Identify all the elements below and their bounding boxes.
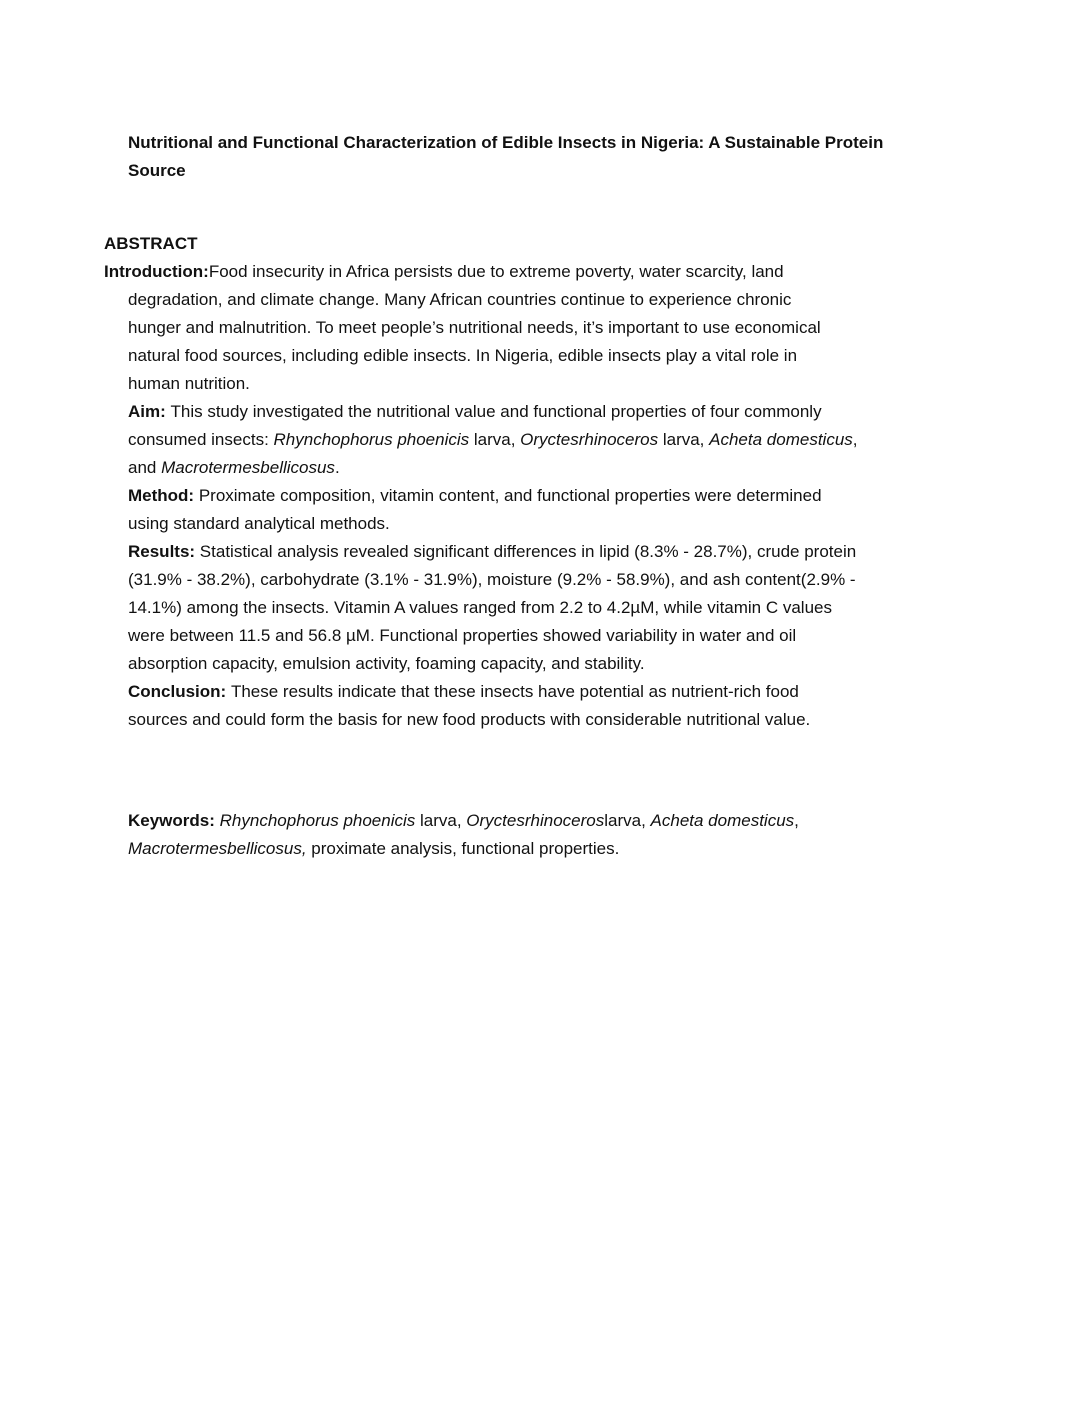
introduction-line [0, 314, 1088, 342]
section-label: Conclusion: [128, 682, 231, 701]
text-run: human nutrition. [128, 374, 250, 393]
document-page [0, 129, 1088, 863]
abstract-aim [0, 398, 1088, 482]
text-run: Food insecurity in Africa persists due to extreme poverty, water scarcity, land [208, 262, 784, 281]
species-name: Acheta domesticus [650, 811, 795, 830]
method-line [0, 510, 1088, 538]
abstract-method [0, 482, 1088, 538]
text-run: degradation, and climate change. Many African countries continue to experience chronic [128, 290, 792, 309]
section-label: Source [128, 161, 186, 180]
text-run: . [334, 458, 340, 477]
title-line [0, 129, 1088, 157]
species-name: Macrotermesbellicosus, [128, 839, 307, 858]
conclusion-line [0, 678, 1088, 706]
text-run: using standard analytical methods. [128, 514, 390, 533]
section-label: Aim: [128, 402, 171, 421]
title-line [0, 157, 1088, 185]
text-run: sources and could form the basis for new food products with considerable nutritional value. [128, 710, 811, 729]
abstract-introduction [0, 258, 1088, 398]
text-run: larva, [469, 430, 521, 449]
introduction-line [0, 258, 1088, 286]
keywords-line [0, 807, 1088, 835]
paper-title [0, 129, 1088, 185]
results-line [0, 594, 1088, 622]
species-name: Rhynchophorus phoenicis [273, 430, 470, 449]
keywords-line [0, 835, 1088, 863]
text-run: , [852, 430, 858, 449]
section-label: Nutritional and Functional Characterization of Edible Insects in Nigeria: A Sustainable Protein [128, 133, 884, 152]
text-run: 14.1%) among the insects. Vitamin A values ranged from 2.2 to 4.2µM, while vitamin C values [128, 598, 832, 617]
text-run: proximate analysis, functional properties. [306, 839, 620, 858]
text-run: , [794, 811, 799, 830]
results-line [0, 566, 1088, 594]
introduction-line [0, 370, 1088, 398]
species-name: Oryctesrhinoceros [520, 430, 659, 449]
abstract-results [0, 538, 1088, 678]
species-name: Rhynchophorus phoenicis [219, 811, 416, 830]
text-run: Proximate composition, vitamin content, and functional properties were determined [198, 486, 822, 505]
abstract-conclusion [0, 678, 1088, 734]
aim-line [0, 398, 1088, 426]
results-line [0, 622, 1088, 650]
section-label: Introduction: [104, 262, 209, 281]
text-run: Statistical analysis revealed significant differences in lipid (8.3% - 28.7%), crude protein [199, 542, 857, 561]
species-name: Acheta domesticus [709, 430, 853, 449]
results-line [0, 538, 1088, 566]
text-run: These results indicate that these insects have potential as nutrient-rich food [230, 682, 799, 701]
abstract-heading: ABSTRACT [104, 234, 198, 253]
section-label: Method: [128, 486, 199, 505]
abstract-body [0, 258, 1088, 734]
section-label: Keywords: [128, 811, 220, 830]
method-line [0, 482, 1088, 510]
text-run: absorption capacity, emulsion activity, foaming capacity, and stability. [128, 654, 645, 673]
keywords [0, 807, 1088, 863]
introduction-line [0, 342, 1088, 370]
species-name: Macrotermesbellicosus [161, 458, 335, 477]
text-run: hunger and malnutrition. To meet people’s nutritional needs, it’s important to use economical [128, 318, 821, 337]
text-run: consumed insects: [128, 430, 274, 449]
results-line [0, 650, 1088, 678]
introduction-line [0, 286, 1088, 314]
text-run: larva, [415, 811, 467, 830]
text-run: larva, [658, 430, 710, 449]
conclusion-line [0, 706, 1088, 734]
text-run: (31.9% - 38.2%), carbohydrate (3.1% - 31.9%), moisture (9.2% - 58.9%), and ash content(2.9% - [128, 570, 856, 589]
species-name: Oryctesrhinoceros [466, 811, 605, 830]
aim-line [0, 426, 1088, 454]
aim-line [0, 454, 1088, 482]
text-run: This study investigated the nutritional value and functional properties of four commonly [170, 402, 822, 421]
text-run: were between 11.5 and 56.8 µM. Functional properties showed variability in water and oil [128, 626, 797, 645]
section-label: Results: [128, 542, 200, 561]
text-run: larva, [604, 811, 651, 830]
text-run: and [128, 458, 162, 477]
text-run: natural food sources, including edible insects. In Nigeria, edible insects play a vital role in [128, 346, 798, 365]
